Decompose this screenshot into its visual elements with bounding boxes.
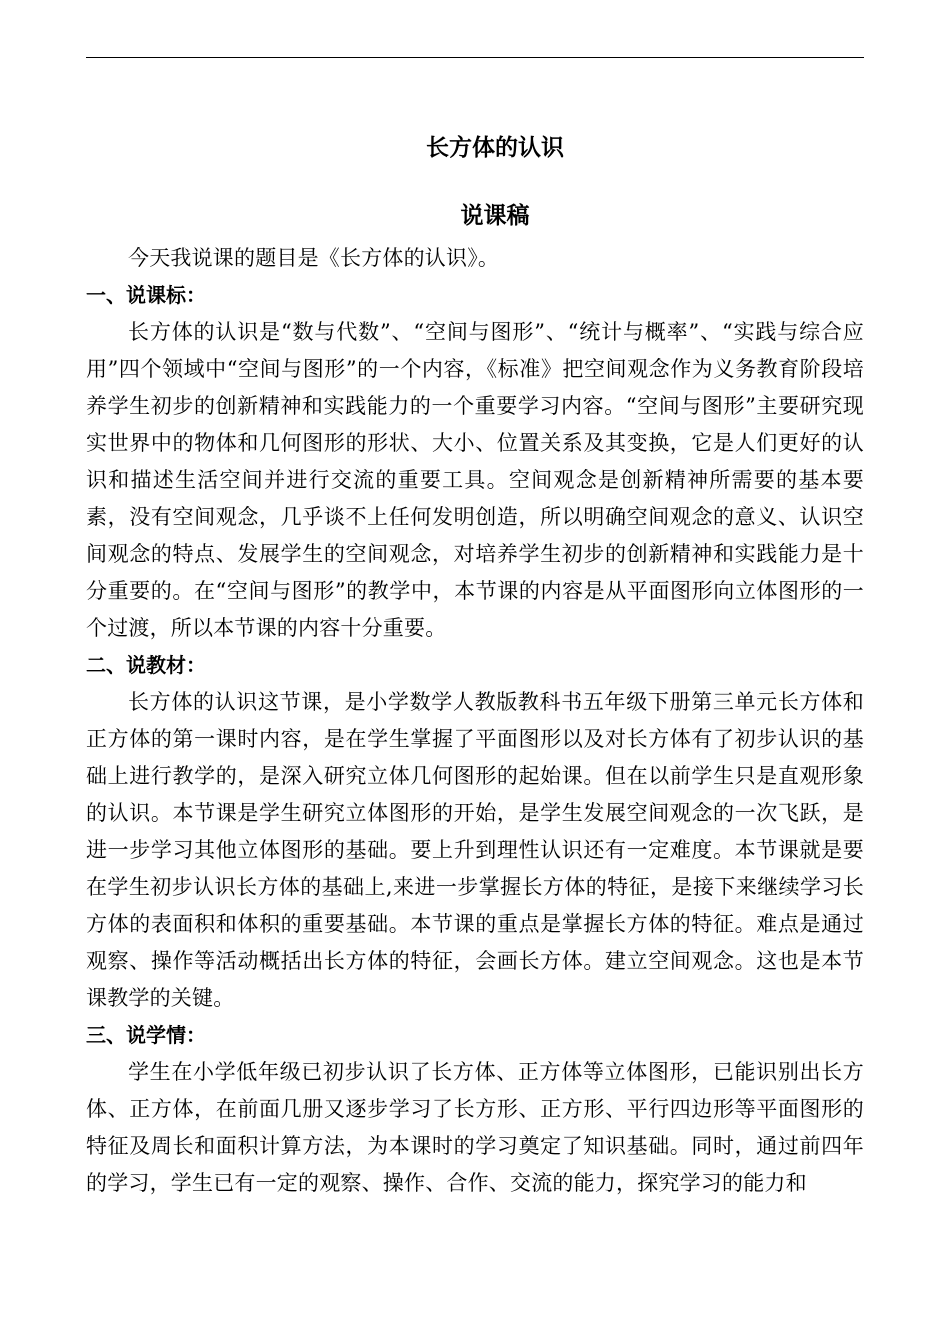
section-paragraph-curriculum: 长方体的认识是“数与代数”、“空间与图形”、“统计与概率”、“实践与综合应用”四个领域中“空间与图形”的一个内容，《标准》把空间观念作为义务教育阶段培养学生初步的创新精神和实践能力的一个重要学习内容。“空间与图形”主要研究现实世界中的物体和几何图形的形状、大小、位置关系及其变换，它是人们更好的认识和描述生活空间并进行交流的重要工具。空间观念是创新精神所需要的基本要素，没有空间观念，几乎谈不上任何发明创造，所以明确空间观念的意义、认识空间观念的特点、发展学生的空间观念，对培养学生初步的创新精神和实践能力是十分重要的。在“空间与图形”的教学中，本节课的内容是从平面图形向立体图形的一个过渡，所以本节课的内容十分重要。 [86, 320, 864, 640]
intro-paragraph: 今天我说课的题目是《长方体的认识》。 [128, 246, 500, 270]
section-paragraph-students: 学生在小学低年级已初步认识了长方体、正方体等立体图形，已能识别出长方体、正方体，在前面几册又逐步学习了长方形、正方形、平行四边形等平面图形的特征及周长和面积计算方法，为本课时的学习奠定了知识基础。同时，通过前四年的学习，学生已有一定的观察、操作、合作、交流的能力，探究学习的能力和 [86, 1060, 864, 1195]
document-title: 长方体的认识 [426, 134, 564, 161]
document-body [86, 128, 864, 1202]
section-heading-curriculum: 一、说课标： [86, 283, 206, 307]
document-subtitle: 说课稿 [460, 202, 530, 229]
document-text [86, 240, 864, 1202]
section-paragraph-textbook: 长方体的认识这节课，是小学数学人教版教科书五年级下册第三单元长方体和正方体的第一课时内容，是在学生掌握了平面图形以及对长方体有了初步认识的基础上进行教学的，是深入研究立体几何图形的起始课。但在以前学生只是直观形象的认识。本节课是学生研究立体图形的开始，是学生发展空间观念的一次飞跃，是进一步学习其他立体图形的基础。要上升到理性认识还有一定难度。本节课就是要在学生初步认识长方体的基础上,来进一步掌握长方体的特征，是接下来继续学习长方体的表面积和体积的重要基础。本节课的重点是掌握长方体的特征。难点是通过观察、操作等活动概括出长方体的特征，会画长方体。建立空间观念。这也是本节课教学的关键。 [86, 690, 864, 1010]
section-heading-textbook: 二、说教材： [86, 653, 206, 677]
header-rule [86, 57, 864, 58]
section-heading-students: 三、说学情： [86, 1023, 206, 1047]
